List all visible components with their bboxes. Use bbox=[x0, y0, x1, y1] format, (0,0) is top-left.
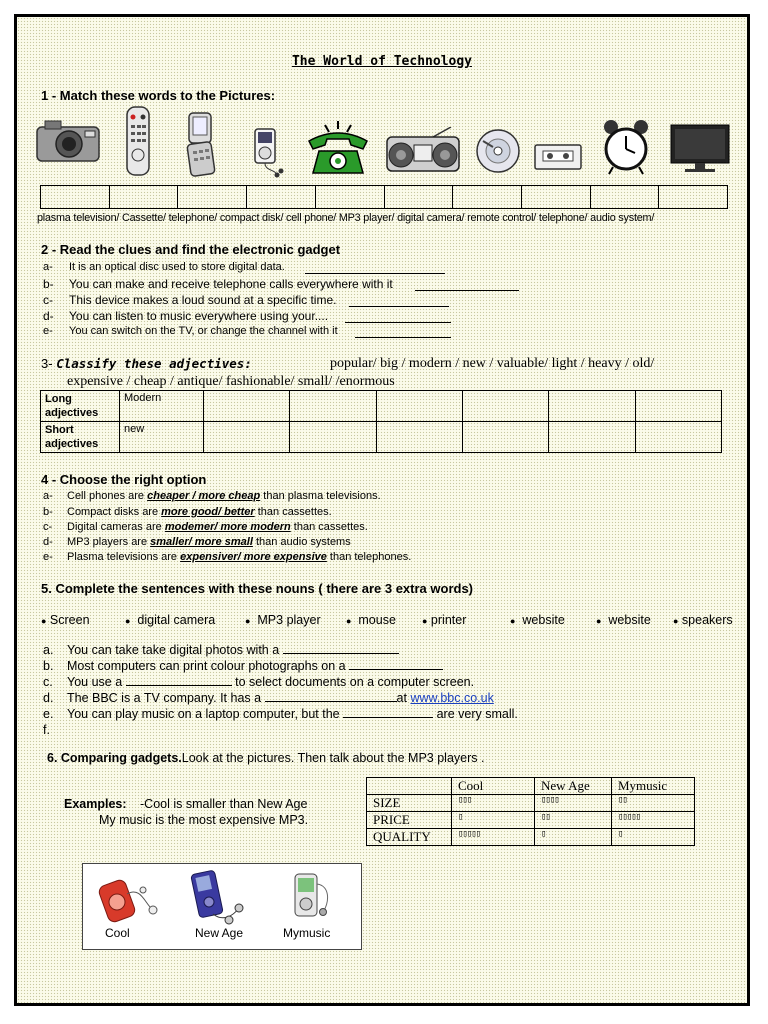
cassette-icon bbox=[533, 141, 583, 173]
answer-blank[interactable] bbox=[355, 336, 451, 338]
answer-box[interactable] bbox=[453, 186, 522, 208]
table-row bbox=[367, 795, 695, 812]
sentence-a: a. You can take take digital photos with a bbox=[43, 643, 53, 657]
telephone-icon bbox=[305, 119, 371, 177]
sentence-f: f. bbox=[43, 723, 50, 737]
table-cell: ▯▯▯▯ bbox=[535, 795, 612, 812]
mp3-comparison-table bbox=[366, 777, 695, 846]
answer-blank[interactable] bbox=[126, 684, 232, 686]
answer-blank[interactable] bbox=[343, 716, 433, 718]
player-label-new-age: New Age bbox=[195, 926, 244, 940]
table-cell[interactable] bbox=[462, 422, 548, 453]
section3-heading bbox=[41, 356, 252, 371]
table-cell[interactable] bbox=[376, 422, 462, 453]
section5-heading: 5. Complete the sentences with these nouns ( there are 3 extra words) bbox=[41, 581, 474, 596]
table-header bbox=[367, 778, 452, 795]
audio-system-icon bbox=[385, 127, 461, 175]
noun-item: speakers bbox=[681, 613, 733, 627]
section6-instruction: Look at the pictures. Then talk about the MP3 players . bbox=[181, 751, 485, 765]
noun-item: printer bbox=[430, 613, 467, 627]
table-row bbox=[367, 778, 695, 795]
table-cell: ▯▯▯▯▯ bbox=[612, 812, 695, 829]
mp3-player-icon bbox=[251, 127, 285, 179]
section6-heading bbox=[47, 751, 484, 765]
answer-blank[interactable] bbox=[305, 272, 445, 274]
answer-box[interactable] bbox=[110, 186, 179, 208]
noun-item: Screen bbox=[49, 613, 90, 627]
option-b: b- Compact disks are more good/ better than cassettes. bbox=[43, 506, 332, 518]
option-choice[interactable]: smaller/ more small bbox=[150, 536, 253, 548]
word-bank: plasma television/ Cassette/ telephone/ compact disk/ cell phone/ MP3 player/ digital camera/ remote control/ telephone/ audio system/ bbox=[37, 212, 655, 224]
clue-a: a- It is an optical disc used to store digital data. bbox=[43, 261, 53, 273]
answer-box[interactable] bbox=[591, 186, 660, 208]
compact-disk-icon bbox=[473, 127, 523, 175]
section3-title: Classify these adjectives: bbox=[56, 356, 252, 371]
answer-box[interactable] bbox=[41, 186, 110, 208]
noun-item: website bbox=[608, 613, 651, 627]
answer-blank[interactable] bbox=[415, 289, 519, 291]
player-label-mymusic: Mymusic bbox=[283, 926, 331, 940]
clue-d: d- You can listen to music everywhere using your.... bbox=[43, 309, 54, 323]
table-cell: ▯▯ bbox=[612, 795, 695, 812]
noun-item: digital camera bbox=[137, 613, 216, 627]
answer-blank[interactable] bbox=[349, 305, 449, 307]
camera-icon bbox=[33, 117, 103, 167]
answer-blank[interactable] bbox=[265, 700, 397, 702]
cool-player-icon bbox=[97, 878, 157, 923]
pictures-row bbox=[33, 105, 723, 185]
adjective-list-line2: expensive / cheap / antique/ fashionable/ small/ /enormous bbox=[67, 374, 395, 389]
table-cell: ▯▯▯ bbox=[452, 795, 535, 812]
answer-blank[interactable] bbox=[283, 652, 399, 654]
clue-e: e- You can switch on the TV, or change the channel with it bbox=[43, 325, 53, 337]
table-cell: ▯ bbox=[452, 812, 535, 829]
table-row bbox=[41, 422, 722, 453]
table-cell: ▯▯▯▯▯ bbox=[452, 829, 535, 846]
cell-phone-icon bbox=[183, 111, 219, 177]
row-label: QUALITY bbox=[367, 829, 452, 846]
table-cell: ▯▯ bbox=[535, 812, 612, 829]
table-cell[interactable] bbox=[549, 422, 635, 453]
sentence-d: d. The BBC is a TV company. It has a at www.bbc.co.uk bbox=[43, 691, 494, 705]
answer-box[interactable] bbox=[178, 186, 247, 208]
table-cell[interactable] bbox=[290, 422, 376, 453]
table-cell: ▯ bbox=[535, 829, 612, 846]
page-title: The World of Technology bbox=[291, 54, 472, 69]
table-cell[interactable] bbox=[462, 391, 548, 422]
noun-item: MP3 player bbox=[257, 613, 321, 627]
answer-box[interactable] bbox=[316, 186, 385, 208]
remote-control-icon bbox=[121, 105, 155, 177]
answer-box[interactable] bbox=[522, 186, 591, 208]
alarm-clock-icon bbox=[601, 117, 651, 177]
example-2: My music is the most expensive MP3. bbox=[99, 813, 309, 827]
table-header: New Age bbox=[535, 778, 612, 795]
sentence-c: c. You use a to select documents on a computer screen. bbox=[43, 675, 475, 689]
sentence-b: b. Most computers can print colour photographs on a bbox=[43, 659, 53, 673]
table-header: Mymusic bbox=[612, 778, 695, 795]
option-c: c- Digital cameras are modemer/ more modern than cassettes. bbox=[43, 521, 368, 533]
answer-blank[interactable] bbox=[349, 668, 443, 670]
option-e: e- Plasma televisions are expensiver/ more expensive than telephones. bbox=[43, 551, 412, 563]
answer-blank[interactable] bbox=[345, 321, 451, 323]
examples-label: Examples: bbox=[64, 797, 127, 811]
answer-box[interactable] bbox=[385, 186, 454, 208]
mp3-players-picture bbox=[82, 863, 362, 950]
option-choice[interactable]: cheaper / more cheap bbox=[147, 490, 261, 502]
table-cell: ▯ bbox=[612, 829, 695, 846]
sentence-list bbox=[43, 643, 643, 738]
new-age-player-icon bbox=[191, 870, 243, 924]
adjective-list-line1: popular/ big / modern / new / valuable/ light / heavy / old/ bbox=[330, 356, 655, 371]
section3-number: 3- bbox=[41, 356, 53, 371]
table-row bbox=[367, 829, 695, 846]
adjective-table bbox=[40, 390, 722, 453]
answer-box[interactable] bbox=[659, 186, 727, 208]
table-row bbox=[367, 812, 695, 829]
clue-c: c- This device makes a loud sound at a specific time. bbox=[43, 293, 53, 307]
option-d: d- MP3 players are smaller/ more small than audio systems bbox=[43, 536, 351, 548]
option-choice[interactable]: more good/ better bbox=[161, 506, 255, 518]
sentence-e: e. You can play music on a laptop computer, but the are very small. bbox=[43, 707, 518, 721]
row-label: PRICE bbox=[367, 812, 452, 829]
table-cell[interactable] bbox=[635, 391, 721, 422]
plasma-television-icon bbox=[669, 123, 731, 175]
mymusic-player-icon bbox=[295, 874, 328, 916]
player-label-cool: Cool bbox=[105, 926, 130, 940]
clue-b: b- You can make and receive telephone calls everywhere with it bbox=[43, 277, 54, 291]
noun-item: mouse bbox=[358, 613, 396, 627]
table-cell[interactable]: new bbox=[120, 422, 204, 453]
table-header: Cool bbox=[452, 778, 535, 795]
answer-box[interactable] bbox=[247, 186, 316, 208]
table-cell[interactable] bbox=[376, 391, 462, 422]
example-1: -Cool is smaller than New Age bbox=[140, 797, 308, 811]
worksheet: The World of Technology 1 - Match these words to the Pictures: plasma television/ Cassette/ telephone/ compact disk/ cell phone/ MP3 player/ digital camera/ remote control/ telephone/ audio system/ 2 - Read the clues and find the electronic gadget a- It is an optical disc used to store digital data. b- You can make and receive telephone calls everywhere with it c- This device makes a loud sound at a specific time. d- You can listen to music everywhere using your.... e- You can switch on the TV, or change the channel with it 3- Classify these adjectives: popular/ big / modern / new / valuable/ light / heavy / old/ expensive / cheap / antique/ fashionable/ small/ /enormous Long adjectives Modern Short adjectives new 4 - Choose the right option a- Cell phones are cheaper / more cheap than plasma televisions. b- Compact disks are more good/ better than cassettes. c- Digital cameras are modemer/ more modern than cassettes. d- MP3 players are smaller/ more small than audio systems e- Plasma televisions are expensiver/ more expensive than telephones. 5. Complete the sentences with these nouns ( there are 3 extra words) ● Screen ● digital camera ● MP3 player ● mouse ● printer ● website ● website ● speakers a. You can take take digital photos with a b. Most computers can print colour photographs on a c. You use a to select documents on a computer screen. d. The BBC is a TV company. It has a at www.bbc.co.uk e. You can play music on a laptop computer, but the are very small. f. 6. Comparing gadgets.Look at the pictures. Then talk about the MP3 players . Examples: -Cool is smaller than New Age My music is the most expensive MP3. Cool New Age Mymusic SIZE ▯▯▯ ▯▯▯▯ ▯▯ PRICE ▯ ▯▯ ▯▯▯▯▯ QUALITY ▯▯▯▯▯ ▯ ▯ Cool New Age Mymusic bbox=[14, 14, 750, 1006]
section6-title: 6. Comparing gadgets. bbox=[47, 751, 182, 765]
table-cell[interactable] bbox=[204, 422, 290, 453]
table-cell[interactable] bbox=[549, 391, 635, 422]
row-label: Long adjectives bbox=[41, 391, 120, 422]
table-cell[interactable] bbox=[635, 422, 721, 453]
section2-heading: 2 - Read the clues and find the electronic gadget bbox=[41, 242, 341, 257]
table-cell[interactable] bbox=[204, 391, 290, 422]
section1-heading: 1 - Match these words to the Pictures: bbox=[41, 88, 276, 103]
bbc-link[interactable]: www.bbc.co.uk bbox=[410, 691, 494, 705]
table-cell[interactable] bbox=[290, 391, 376, 422]
options-list bbox=[43, 490, 543, 570]
examples-block bbox=[64, 797, 307, 811]
section4-heading: 4 - Choose the right option bbox=[41, 472, 207, 487]
option-choice[interactable]: expensiver/ more expensive bbox=[180, 551, 327, 563]
row-label: SIZE bbox=[367, 795, 452, 812]
option-choice[interactable]: modemer/ more modern bbox=[164, 521, 291, 533]
noun-item: website bbox=[522, 613, 565, 627]
table-row bbox=[41, 391, 722, 422]
option-a: a- Cell phones are cheaper / more cheap than plasma televisions. bbox=[43, 490, 381, 502]
table-cell[interactable]: Modern bbox=[120, 391, 204, 422]
matching-grid bbox=[40, 185, 728, 209]
row-label: Short adjectives bbox=[41, 422, 120, 453]
